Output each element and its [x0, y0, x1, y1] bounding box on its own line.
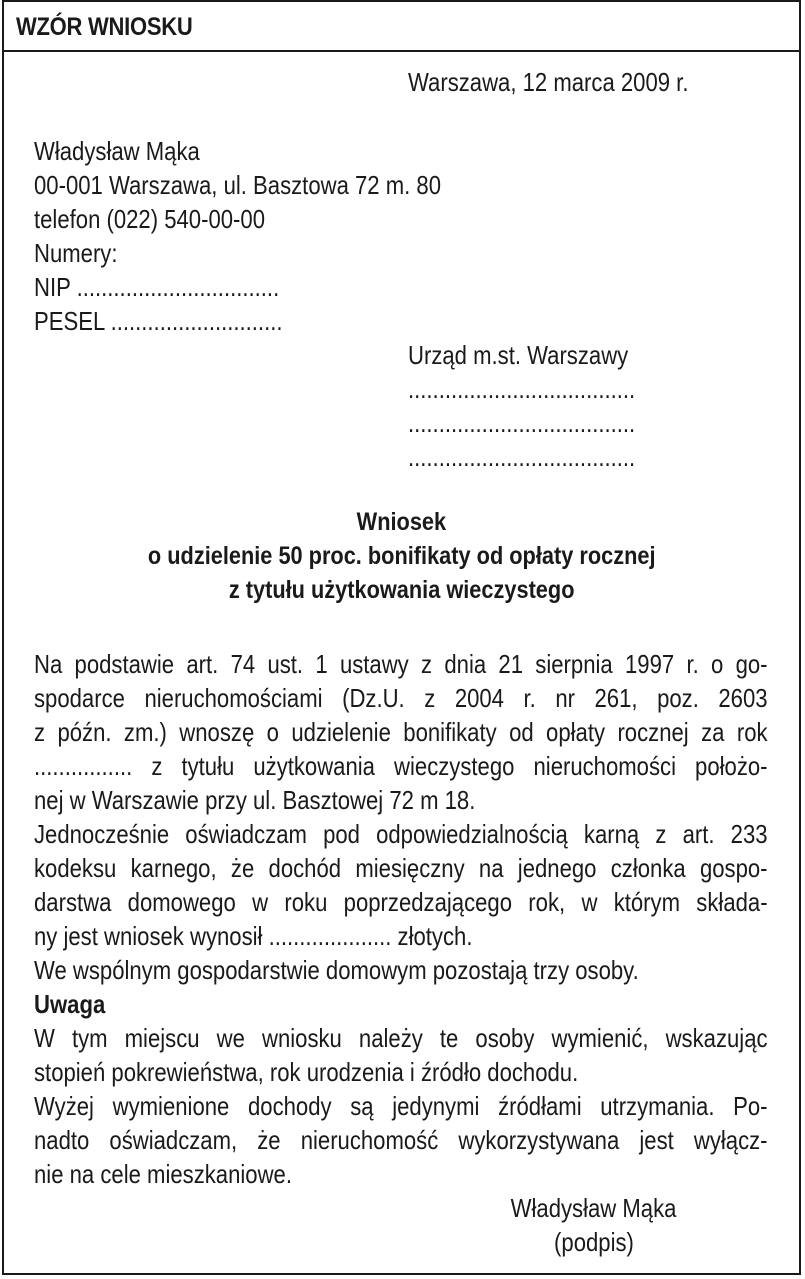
body-line: Na podstawie art. 74 ust. 1 ustawy z dnia 21 sierpnia 1997 r. o go-: [34, 649, 768, 679]
header-title: WZÓR WNIOSKU: [16, 13, 193, 41]
body-line: nej w Warszawie przy ul. Basztowej 72 m 18.: [34, 785, 476, 815]
place-date: Warszawa, 12 marca 2009 r.: [408, 67, 689, 97]
sender-pesel: PESEL ............................: [34, 306, 283, 336]
sender-name: Władysław Mąka: [34, 136, 200, 166]
title-line-1: Wniosek: [356, 508, 447, 536]
body-line: nie na cele mieszkaniowe.: [34, 1159, 292, 1189]
recipient-line-2: .....................................: [408, 408, 636, 438]
body-line: kodeksu karnego, że dochód miesięczny na jednego członka gospo-: [34, 853, 768, 883]
body-line: ................ z tytułu użytkowania wieczystego nieruchomości położo-: [34, 751, 768, 781]
body-line: Jednocześnie oświadczam pod odpowiedzialnością karną z art. 233: [34, 819, 768, 849]
sender-address: 00-001 Warszawa, ul. Basztowa 72 m. 80: [34, 170, 442, 200]
body-line: nadto oświadczam, że nieruchomość wykorzystywana jest wyłącz-: [34, 1125, 768, 1155]
body-line: stopień pokrewieństwa, rok urodzenia i źródło dochodu.: [34, 1057, 579, 1087]
sender-nip: NIP .................................: [34, 272, 280, 302]
sender-phone: telefon (022) 540-00-00: [34, 204, 265, 234]
title-line-3: z tytułu użytkowania wieczystego: [228, 576, 575, 604]
document-header: [4, 2, 799, 52]
recipient-line-1: .....................................: [408, 374, 636, 404]
body-line: darstwa domowego w roku poprzedzającego rok, w którym składa-: [34, 887, 768, 917]
body-line: z późn. zm.) wnoszę o udzielenie bonifikaty od opłaty rocznej za rok: [34, 717, 768, 747]
recipient-line-3: .....................................: [408, 442, 636, 472]
body-line: ny jest wniosek wynosił .................... złotych.: [34, 921, 473, 951]
document-frame: [2, 0, 801, 1275]
signature-label: (podpis): [554, 1227, 634, 1257]
sender-numbers-label: Numery:: [34, 238, 118, 268]
body-line: Wyżej wymienione dochody są jedynymi źródłami utrzymania. Po-: [34, 1091, 768, 1121]
body-line: spodarce nieruchomościami (Dz.U. z 2004 r. nr 261, poz. 2603: [34, 683, 768, 713]
body-line: W tym miejscu we wniosku należy te osoby wymienić, wskazując: [34, 1023, 768, 1053]
signature-name: Władysław Mąka: [511, 1193, 677, 1223]
body-line: We wspólnym gospodarstwie domowym pozostają trzy osoby.: [34, 955, 639, 985]
title-line-2: o udzielenie 50 proc. bonifikaty od opłaty rocznej: [147, 542, 656, 570]
recipient-name: Urząd m.st. Warszawy: [408, 340, 629, 370]
note-label: Uwaga: [34, 989, 106, 1019]
